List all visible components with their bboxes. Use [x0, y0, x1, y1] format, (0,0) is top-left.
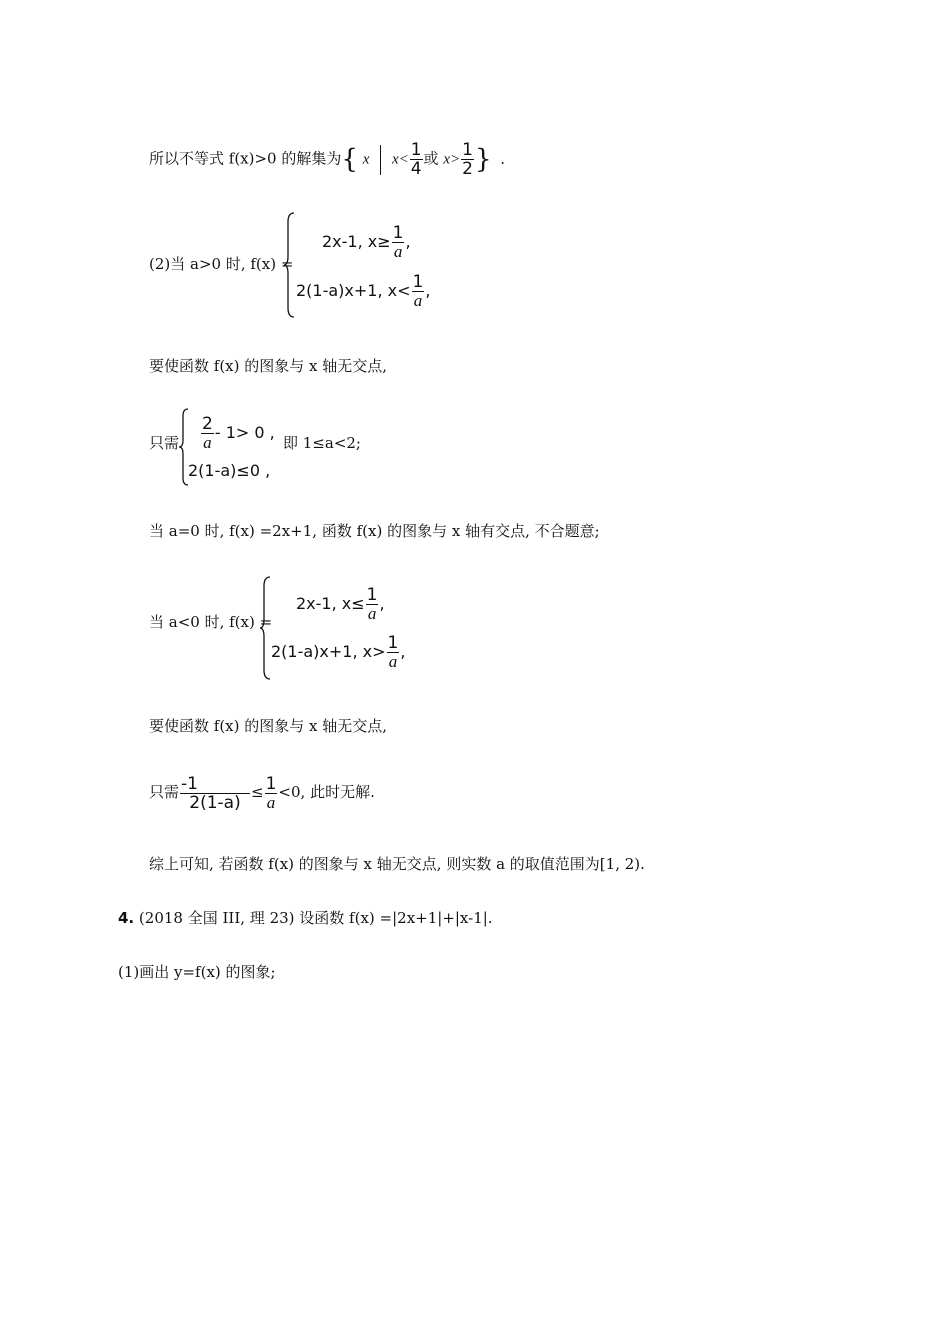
case-positive-row-1: 2x-1, x≥ $\frac{1}{a}$ ,	[322, 223, 411, 261]
fraction-one-quarter: $\frac{1}{4}$	[410, 140, 422, 179]
problem-4-line	[118, 908, 493, 928]
leq-sign: ≤	[251, 783, 264, 801]
condition-2-prefix: x>	[443, 151, 461, 168]
case-positive-row-2-fraction: $\frac{1}{a}$	[412, 272, 424, 310]
case-positive-row-1-expr: 2x-1, x≥	[322, 232, 391, 251]
case-negative-row-1-expr: 2x-1, x≤	[296, 594, 365, 613]
need-negative-fraction-2: $\frac{1}{a}$	[265, 773, 277, 812]
need-positive-label: 只需	[149, 434, 180, 452]
set-variable: x	[362, 151, 370, 168]
no-intersection-line-1: 要使函数 f(x) 的图象与 x 轴无交点,	[149, 357, 388, 375]
case-negative-row-1: 2x-1, x≤ $\frac{1}{a}$ ,	[296, 585, 385, 623]
set-right-brace: }	[474, 144, 492, 175]
or-word: 或	[423, 149, 439, 168]
part-1-line: (1)画出 y=f(x) 的图象;	[118, 963, 276, 981]
problem-number: 4.	[118, 909, 135, 927]
need-positive-result: 即 1≤a<2;	[283, 434, 361, 452]
need-negative-line	[149, 770, 375, 814]
case-positive-label: (2)当 a>0 时, f(x) =	[149, 255, 294, 273]
conclusion-line: 综上可知, 若函数 f(x) 的图象与 x 轴无交点, 则实数 a 的取值范围为[1, 2).	[149, 855, 645, 873]
case-negative-row-2-fraction: $\frac{1}{a}$	[387, 633, 399, 671]
set-divider	[380, 145, 381, 175]
case-negative-row-1-fraction: $\frac{1}{a}$	[366, 585, 378, 623]
solution-set-line	[149, 140, 506, 179]
case-positive-row-1-fraction: $\frac{1}{a}$	[392, 223, 404, 261]
need-positive-row-2: 2(1-a)≤0 ,	[188, 461, 271, 480]
need-negative-rest: <0, 此时无解.	[278, 783, 375, 801]
need-negative-label: 只需	[149, 783, 180, 801]
case-negative-row-2-expr: 2(1-a)x+1, x>	[271, 642, 386, 661]
need-positive-fraction: $\frac{2}{a}$	[202, 414, 213, 452]
solution-set-suffix: .	[500, 149, 506, 168]
case-positive-row-2-expr: 2(1-a)x+1, x<	[296, 281, 411, 300]
need-positive-row-1-rest: - 1> 0 ,	[214, 423, 275, 442]
no-intersection-line-2: 要使函数 f(x) 的图象与 x 轴无交点,	[149, 717, 388, 735]
fraction-one-half: $\frac{1}{2}$	[462, 140, 473, 179]
case-negative-row-2: 2(1-a)x+1, x> $\frac{1}{a}$ ,	[271, 633, 406, 671]
case-negative-label: 当 a<0 时, f(x) =	[149, 613, 273, 631]
need-negative-fraction: $\frac{-1}{2(1-a)}$	[180, 775, 250, 812]
need-positive-row-1	[200, 413, 275, 453]
case-positive-brace	[284, 212, 296, 322]
case-zero-line: 当 a=0 时, f(x) =2x+1, 函数 f(x) 的图象与 x 轴有交点, 不合题意;	[149, 522, 600, 540]
problem-4-text: (2018 全国 III, 理 23) 设函数 f(x) =|2x+1|+|x-1|.	[138, 909, 493, 927]
set-left-brace: {	[341, 144, 358, 175]
case-positive-row-2: 2(1-a)x+1, x< $\frac{1}{a}$ ,	[296, 272, 431, 310]
solution-set-prefix: 所以不等式 f(x)>0 的解集为	[149, 149, 342, 168]
condition-1-prefix: x<	[391, 151, 409, 168]
